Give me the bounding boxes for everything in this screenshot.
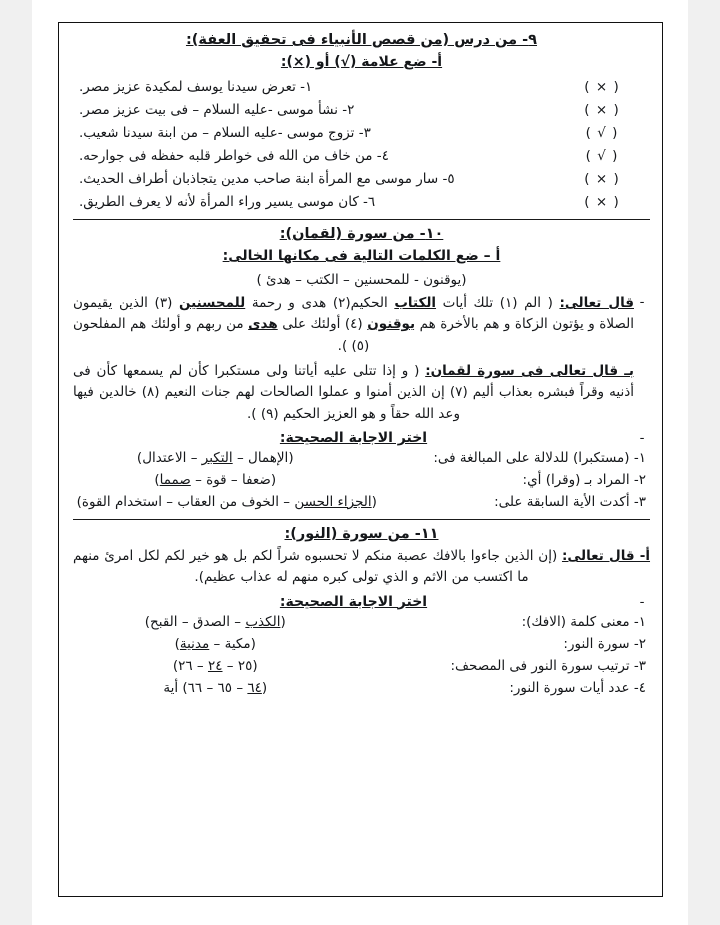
question-stem: ١- معنى كلمة (الافك): <box>521 613 646 630</box>
table-row <box>73 98 650 121</box>
correct-option: الجزاء الحسن <box>294 493 372 510</box>
section-eleven-choose-heading: اختر الاجابة الصحيحة: <box>279 593 428 610</box>
verse-b-text <box>73 361 634 425</box>
section-nine-subtitle: أ- ضع علامة (√) أو (×): <box>280 54 443 70</box>
paren-close: ) <box>182 679 188 696</box>
spacer <box>634 361 650 362</box>
list-item <box>73 677 650 699</box>
list-item <box>73 447 650 469</box>
answer-mark: ( × ) <box>584 78 620 95</box>
list-item <box>73 469 650 491</box>
verse-a-part5: من ربهم و أولئك هم المفلحون (٥) ). <box>73 316 370 354</box>
option-after: – الاعتدال <box>142 449 202 466</box>
list-item <box>73 611 650 633</box>
verse-a-text <box>73 293 634 357</box>
verse-a-part3: (٣) الذين يقيمون الصلاة و يؤتون الزكاة و هم بالأخرة هم <box>73 295 634 333</box>
section-ten-title: ١٠- من سورة (لقمان): <box>279 226 444 242</box>
verse-b-body: ( و إذا تتلى عليه أياتنا ولى مستكبرا كأن لم يسمعها كأن فى أذنيه وقراً فبشره بعذاب أليم (٧) إن الذين أمنوا و عملوا الصالحات لهم جنات النعيم (٨) خالدين فيها وعد الله حقاً و هو العزيز الحكيم (٩) ). <box>73 362 635 422</box>
section-divider <box>73 219 650 220</box>
verse-a-answer4: هدى <box>248 316 278 333</box>
correct-option: مدنية <box>179 635 210 652</box>
option-after: – الصدق – القبح <box>150 613 246 630</box>
question-stem: ٢- المراد بـ (وقرا) أي: <box>522 471 646 488</box>
verse-b-block <box>73 359 650 427</box>
verse-a-part1: ( الم (١) تلك أيات <box>436 295 560 311</box>
question-stem: ٤- عدد أيات سورة النور: <box>509 679 646 696</box>
option-before: ٢٥ – <box>222 657 253 674</box>
question-stem: ٣- أكدت الأية السابقة على: <box>494 493 646 510</box>
answer-mark: ( √ ) <box>585 147 619 164</box>
table-row <box>73 121 650 144</box>
paren-open: ( <box>261 679 268 696</box>
correct-option: صمما <box>159 471 191 488</box>
dash-bullet-icon: - <box>639 429 645 446</box>
scanned-page-sheet <box>32 0 688 925</box>
verse-a-part2: الحكيم(٢) هدى و رحمة <box>245 295 395 311</box>
section-nine <box>73 29 650 213</box>
table-row <box>73 75 650 98</box>
correct-option: ٦٤ <box>247 679 262 696</box>
paren-close: ) <box>172 657 179 674</box>
section-eleven-choose-heading-row <box>73 591 650 611</box>
statement-text: ٤- من خاف من الله فى خواطر قلبه حفظه فى جوارحه. <box>79 147 389 164</box>
paren-open: ( <box>288 449 294 466</box>
section-ten <box>73 223 650 513</box>
question-stem: ٣- ترتيب سورة النور فى المصحف: <box>450 657 646 674</box>
statement-text: ١- تعرض سيدنا يوسف لمكيدة عزيز مصر. <box>79 78 313 95</box>
verse-a-label: قال تعالى: <box>559 295 634 311</box>
answer-options <box>73 450 358 466</box>
word-bank: (يوقنون - للمحسنين – الكتب – هدئ ) <box>256 272 467 288</box>
paren-close: ) <box>76 493 82 510</box>
correct-option: ٢٤ <box>207 657 223 674</box>
table-row <box>73 167 650 190</box>
nur-verse-block <box>73 544 650 591</box>
nur-verse-body: (إن الذين جاءوا بالافك عصبة منكم لا تحسبوه شراً لكم بل هو خير لكم لكل امرئ منهم ما اكتسب من الاثم و الذي تولى كبره منهم له عذاب عظيم). <box>73 547 562 586</box>
verse-a-block <box>73 291 650 359</box>
verse-a-answer2: للمحسنين <box>178 295 246 311</box>
statement-text: ٢- نشأ موسى -عليه السلام – فى بيت عزيز مصر. <box>79 101 355 118</box>
option-trail: أية <box>163 679 183 696</box>
paren-open: ( <box>250 635 256 652</box>
dash-bullet-icon: - <box>639 294 645 310</box>
verse-a-answer3: يوقنون <box>367 316 416 333</box>
option-after: – ٦٥ – ٦٦ <box>187 679 248 696</box>
dash-bullet-icon: - <box>639 593 645 610</box>
answer-options <box>73 680 358 696</box>
option-after: – الخوف من العقاب – استخدام القوة <box>81 493 295 510</box>
list-item <box>73 633 650 655</box>
section-ten-choose-heading-row <box>73 427 650 447</box>
section-ten-mcq-list <box>73 447 650 513</box>
correct-option: الكذب <box>245 613 281 630</box>
statement-text: ٥- سار موسى مع المرأة ابنة صاحب مدين يتجاذبان أطراف الحديث. <box>79 170 455 187</box>
section-nine-title: ٩- من درس (من قصص الأنبياء فى تحقيق العفة): <box>185 32 538 48</box>
section-eleven <box>73 523 650 699</box>
verse-a-part4: (٤) أولئك على <box>277 316 368 333</box>
answer-options <box>73 494 381 510</box>
paren-open: ( <box>371 493 377 510</box>
answer-options <box>73 472 358 488</box>
paren-open: ( <box>252 657 258 674</box>
section-divider <box>73 519 650 520</box>
section-eleven-title: ١١- من سورة (النور): <box>284 525 439 542</box>
option-before: ضعفا – قوة – <box>190 471 271 488</box>
page-border-frame <box>58 22 663 897</box>
paren-close: ) <box>174 635 180 652</box>
option-after: – ٢٦ <box>178 657 208 674</box>
verse-a-answer1: الكتاب <box>394 295 437 311</box>
worksheet-content <box>73 29 650 890</box>
answer-options <box>73 658 358 674</box>
answer-options <box>73 614 358 630</box>
paren-open: ( <box>280 613 286 630</box>
statement-text: ٦- كان موسى يسير وراء المرأة لأنه لا يعرف الطريق. <box>79 193 376 210</box>
answer-mark: ( × ) <box>584 101 620 118</box>
answer-mark: ( × ) <box>584 170 620 187</box>
paren-open: ( <box>270 471 277 488</box>
true-false-list <box>73 75 650 213</box>
answer-mark: ( √ ) <box>585 124 619 141</box>
nur-verse-text <box>73 546 650 589</box>
paren-close: ) <box>136 449 143 466</box>
section-ten-subtitle: أ – ضع الكلمات التالية فى مكانها الخالى: <box>222 248 501 264</box>
table-row <box>73 190 650 213</box>
paren-close: ) <box>144 613 151 630</box>
option-before: الإهمال – <box>232 449 289 466</box>
question-stem: ٢- سورة النور: <box>563 635 646 652</box>
question-stem: ١- (مستكبرا) للدلالة على المبالغة فى: <box>433 449 646 466</box>
statement-text: ٣- تزوج موسى -عليه السلام – من ابنة سيدنا شعيب. <box>79 124 371 141</box>
answer-mark: ( × ) <box>584 193 620 210</box>
section-eleven-mcq-list <box>73 611 650 699</box>
paren-close: ) <box>154 471 160 488</box>
answer-options <box>73 636 358 652</box>
nur-verse-label: أ- قال تعالى: <box>561 547 651 564</box>
list-item <box>73 491 650 513</box>
section-ten-choose-heading: اختر الاجابة الصحيحة: <box>279 429 428 446</box>
verse-b-label: بـ قال تعالى فى سورة لقمان: <box>425 362 634 379</box>
option-before: مكية – <box>209 635 251 652</box>
table-row <box>73 144 650 167</box>
list-item <box>73 655 650 677</box>
correct-option: التكبر <box>201 449 233 466</box>
